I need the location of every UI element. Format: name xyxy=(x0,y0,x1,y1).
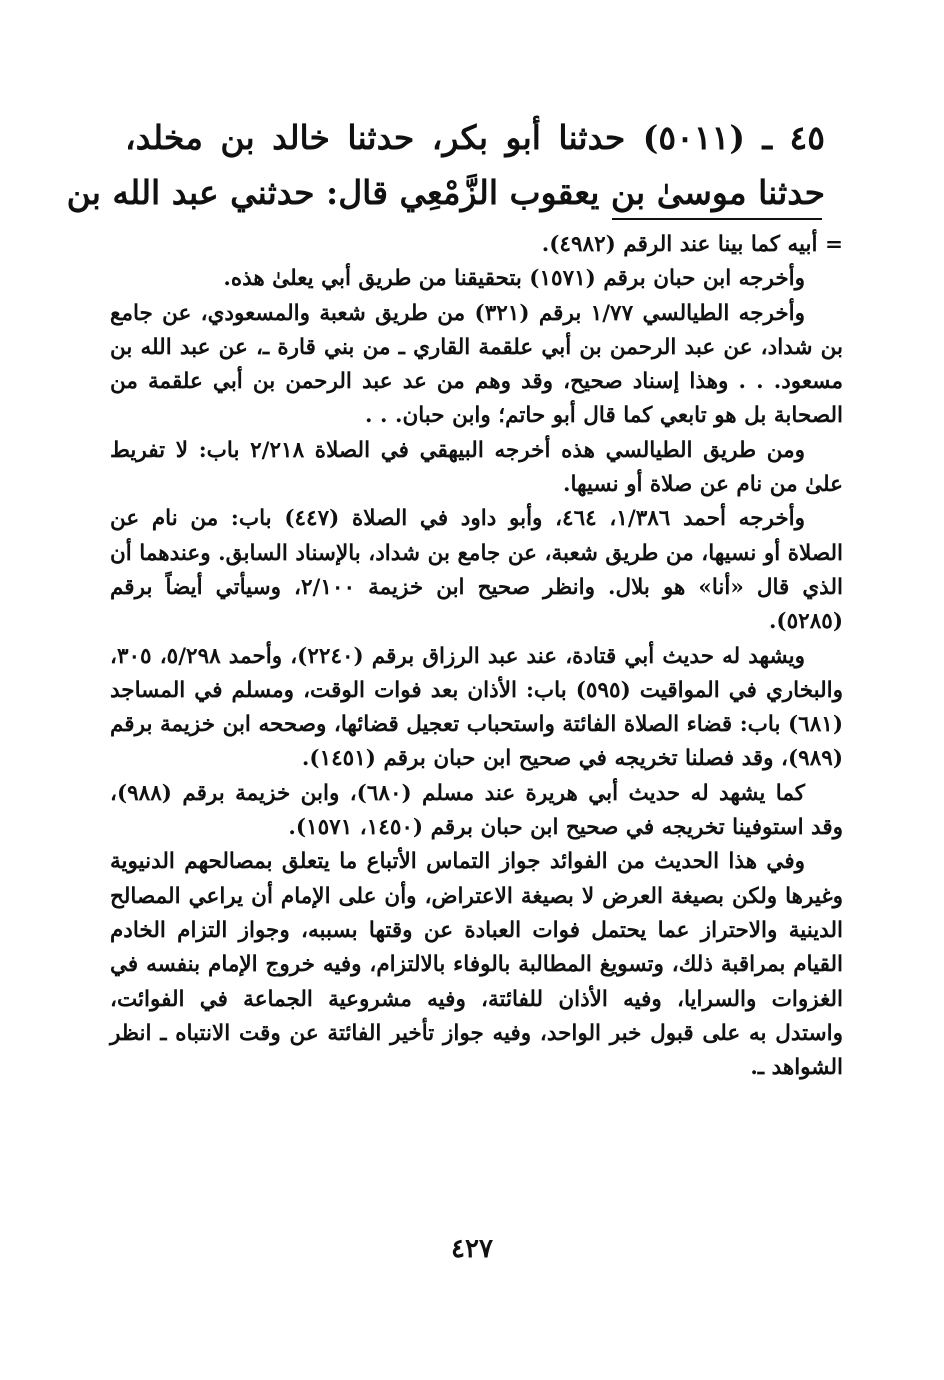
page-number: ٤٢٧ xyxy=(451,1234,493,1264)
footnote-paragraph: وأخرجه أحمد ١/٣٨٦، ٤٦٤، وأبو داود في الصلاة (٤٤٧) باب: من نام عن الصلاة أو نسيها، من طريق شعبة، عن جامع بن شداد، بالإسناد السابق. وعندهما أن الذي قال «أنا» هو بلال. وانظر صحيح ابن خزيمة ٢/١٠٠، وسيأتي أيضاً برقم (٥٢٨٥). xyxy=(110,506,843,635)
footnote-paragraph: = أبيه كما بينا عند الرقم (٤٩٨٢). xyxy=(541,232,843,257)
footnote-paragraph: كما يشهد له حديث أبي هريرة عند مسلم (٦٨٠)، وابن خزيمة برقم (٩٨٨)، وقد استوفينا تخريجه في صحيح ابن حبان برقم (١٤٥٠، ١٥٧١). xyxy=(110,780,843,841)
hadith-line: ٤٥ ـ (٥٠١١) حدثنا أبو بكر، حدثنا خالد بن مخلد، xyxy=(125,118,825,157)
footnote-paragraph: وفي هذا الحديث من الفوائد جواز التماس الأتباع ما يتعلق بمصالحهم الدنيوية وغيرها ولكن بصيغة العرض لا بصيغة الاعتراض، وأن على الإمام أن يراعي المصالح الدينية والاحتراز عما يحتمل فوات العبادة عن وقتها بسببه، وجواز التزام الخادم القيام بمراقبة ذلك، وتسويغ المطالبة بالوفاء بالالتزام، وفيه خروج الإمام بنفسه في الغزوات والسرايا، وفيه الأذان للفائتة، وفيه مشروعية الجماعة في الفوائت، واستدل به على قبول خبر الواحد، وفيه جواز تأخير الفائتة عن وقت الانتباه ـ انظر الشواهد ـ. xyxy=(110,849,843,1081)
hadith-text xyxy=(66,110,825,220)
footnote-paragraph: ومن طريق الطيالسي هذه أخرجه البيهقي في الصلاة ٢/٢١٨ باب: لا تفريط علىٰ من نام عن صلاة أو نسيها. xyxy=(110,437,843,498)
footnote-paragraph: ويشهد له حديث أبي قتادة، عند عبد الرزاق برقم (٢٢٤٠)، وأحمد ٥/٢٩٨، ٣٠٥، والبخاري في المواقيت (٥٩٥) باب: الأذان بعد فوات الوقت، ومسلم في المساجد (٦٨١) باب: قضاء الصلاة الفائتة واستحباب تعجيل قضائها، وصححه ابن خزيمة برقم (٩٨٩)، وقد فصلنا تخريجه في صحيح ابن حبان برقم (١٤٥١). xyxy=(110,643,844,772)
footnotes xyxy=(110,228,843,1085)
footnote-paragraph: وأخرجه الطيالسي ١/٧٧ برقم (٣٢١) من طريق شعبة والمسعودي، عن جامع بن شداد، عن عبد الرحمن بن أبي علقمة القاري ـ من بني قارة ـ، عن عبد الله بن مسعود. . . وهذا إسناد صحيح، وقد وهم من عد عبد الرحمن بن أبي علقمة من الصحابة بل هو تابعي كما قال أبو حاتم؛ وابن حبان. . . xyxy=(110,300,843,429)
footnote-divider xyxy=(612,218,822,220)
footnote-paragraph: وأخرجه ابن حبان برقم (١٥٧١) بتحقيقنا من طريق أبي يعلىٰ هذه. xyxy=(223,266,805,292)
hadith-line: حدثنا موسىٰ بن يعقوب الزَّمْعِي قال: حدثني عبد الله بن xyxy=(66,173,825,212)
